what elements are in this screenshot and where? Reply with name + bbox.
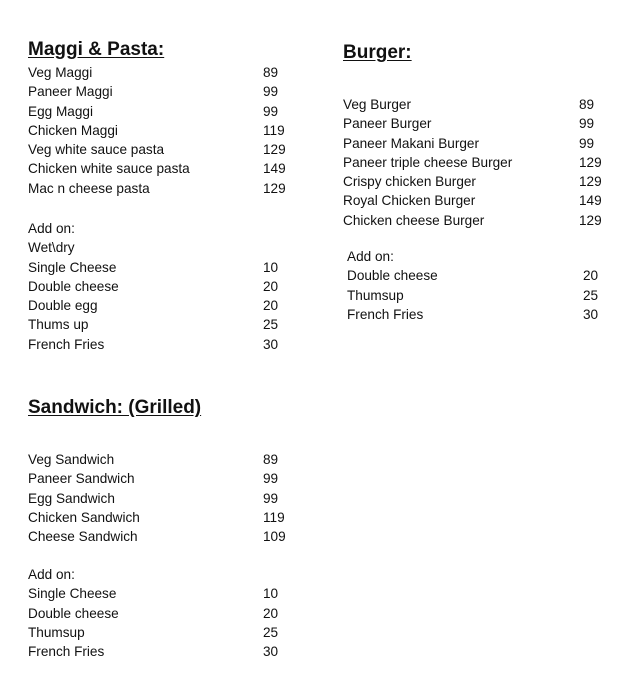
menu-item-name: Paneer Burger — [343, 116, 432, 132]
menu-item — [343, 95, 595, 114]
menu-item — [343, 114, 595, 133]
menu-item-price: 119 — [263, 509, 285, 525]
menu-item-name: Royal Chicken Burger — [343, 193, 476, 209]
menu-item-name: Veg Burger — [343, 97, 412, 112]
menu-item-price: 99 — [263, 84, 279, 100]
menu-item-name: Double cheese — [28, 605, 119, 621]
menu-item-price: 99 — [263, 471, 279, 487]
menu-item-name: Wet\dry — [28, 240, 75, 256]
menu-item-name: Egg Maggi — [28, 103, 93, 119]
menu-item — [28, 277, 279, 296]
menu-item-name: Egg Sandwich — [28, 490, 115, 506]
menu-item-name: Mac n cheese pasta — [28, 180, 150, 196]
menu-item-price: 149 — [263, 161, 286, 177]
menu-item — [347, 266, 599, 285]
menu-item-price: 129 — [263, 180, 286, 196]
menu-item-name: Paneer triple cheese Burger — [343, 154, 513, 170]
menu-item — [28, 642, 279, 661]
menu-item — [28, 238, 119, 257]
menu-item-price: 129 — [263, 142, 286, 158]
menu-item — [343, 153, 602, 172]
menu-item — [343, 211, 602, 230]
menu-item-name: Thums up — [28, 317, 89, 333]
sandwich-items — [28, 450, 286, 546]
sandwich-addons — [28, 565, 279, 661]
menu-item-price: 149 — [579, 193, 602, 209]
menu-item-price: 99 — [579, 135, 595, 151]
menu-item-price: 129 — [579, 174, 602, 190]
menu-item — [28, 179, 286, 198]
menu-item — [343, 172, 602, 191]
menu-item — [28, 258, 279, 277]
menu-item-name: Cheese Sandwich — [28, 529, 138, 545]
menu-item — [347, 305, 599, 324]
menu-item-name: Thumsup — [28, 624, 85, 640]
menu-item-name: French Fries — [347, 306, 424, 322]
menu-item-price: 30 — [263, 336, 279, 352]
menu-item — [28, 450, 279, 469]
menu-item-name: Single Cheese — [28, 259, 117, 275]
menu-item-price: 10 — [263, 259, 279, 275]
menu-item-name: Chicken white sauce pasta — [28, 161, 190, 177]
menu-item-price: 30 — [583, 306, 599, 322]
menu-item — [343, 191, 602, 210]
menu-item-price: 99 — [263, 103, 279, 119]
menu-item-name: Double cheese — [28, 278, 119, 294]
menu-item-price: 10 — [263, 586, 279, 602]
menu-item-price: 20 — [263, 298, 279, 314]
menu-item — [28, 63, 279, 82]
sandwich-heading: Sandwich: (Grilled) — [28, 397, 202, 418]
menu-item — [28, 623, 279, 642]
menu-item-price: 119 — [263, 122, 285, 138]
menu-item — [28, 508, 285, 527]
menu-item — [28, 315, 279, 334]
menu-item-name: Chicken Sandwich — [28, 509, 140, 525]
menu-item-price: 109 — [263, 529, 286, 545]
menu-item-name: Thumsup — [347, 287, 404, 303]
menu-item-price: 89 — [263, 452, 279, 467]
menu-item-name: Chicken Maggi — [28, 122, 118, 138]
menu-item — [28, 219, 119, 238]
menu-item-name: French Fries — [28, 644, 105, 660]
burger-items — [343, 95, 602, 230]
menu-item-name: Paneer Makani Burger — [343, 135, 480, 151]
menu-item-price: 129 — [579, 154, 602, 170]
menu-item-price: 20 — [583, 268, 599, 284]
menu-item-name: Veg Maggi — [28, 65, 93, 80]
menu-item-price: 99 — [263, 490, 279, 506]
menu-item-price: 30 — [263, 644, 279, 660]
menu-item-price: 25 — [583, 287, 599, 303]
menu-item-price: 129 — [579, 212, 602, 228]
menu-item — [347, 286, 599, 305]
menu-item-name: Single Cheese — [28, 586, 117, 602]
menu-item — [343, 134, 595, 153]
menu-item-name: Veg Sandwich — [28, 452, 115, 467]
menu-item — [28, 82, 279, 101]
menu-item-name: Paneer Maggi — [28, 84, 113, 100]
menu-item — [28, 565, 119, 584]
menu-item — [28, 335, 279, 354]
menu-item-name: Veg white sauce pasta — [28, 142, 165, 158]
menu-item-name: Double egg — [28, 298, 98, 314]
menu-item-name: Add on: — [28, 567, 75, 582]
menu-item — [28, 584, 279, 603]
menu-item — [28, 296, 279, 315]
menu-item-price: 20 — [263, 605, 279, 621]
menu-item-name: Add on: — [347, 249, 394, 264]
menu-item — [28, 140, 286, 159]
menu-item — [28, 604, 279, 623]
menu-item-name: Crispy chicken Burger — [343, 174, 476, 190]
menu-item — [28, 469, 279, 488]
menu-item — [347, 247, 438, 266]
menu-item-name: Add on: — [28, 221, 75, 236]
menu-item-name: Paneer Sandwich — [28, 471, 135, 487]
menu-item — [28, 527, 286, 546]
menu-item-price: 20 — [263, 278, 279, 294]
menu-item — [28, 121, 285, 140]
menu-item — [28, 159, 286, 178]
menu-item-name: Chicken cheese Burger — [343, 212, 485, 228]
menu-item — [28, 489, 279, 508]
menu-item-price: 25 — [263, 317, 279, 333]
maggi-pasta-items — [28, 63, 286, 198]
burger-addons — [347, 247, 599, 324]
menu-item — [28, 102, 279, 121]
maggi-pasta-addons — [28, 219, 279, 354]
burger-heading: Burger: — [343, 42, 412, 63]
menu-item-name: Double cheese — [347, 268, 438, 284]
maggi-pasta-heading: Maggi & Pasta: — [28, 39, 165, 60]
menu-item-name: French Fries — [28, 336, 105, 352]
menu-item-price: 99 — [579, 116, 595, 132]
menu-item-price: 89 — [263, 65, 279, 80]
menu-item-price: 25 — [263, 624, 279, 640]
menu-item-price: 89 — [579, 97, 595, 112]
